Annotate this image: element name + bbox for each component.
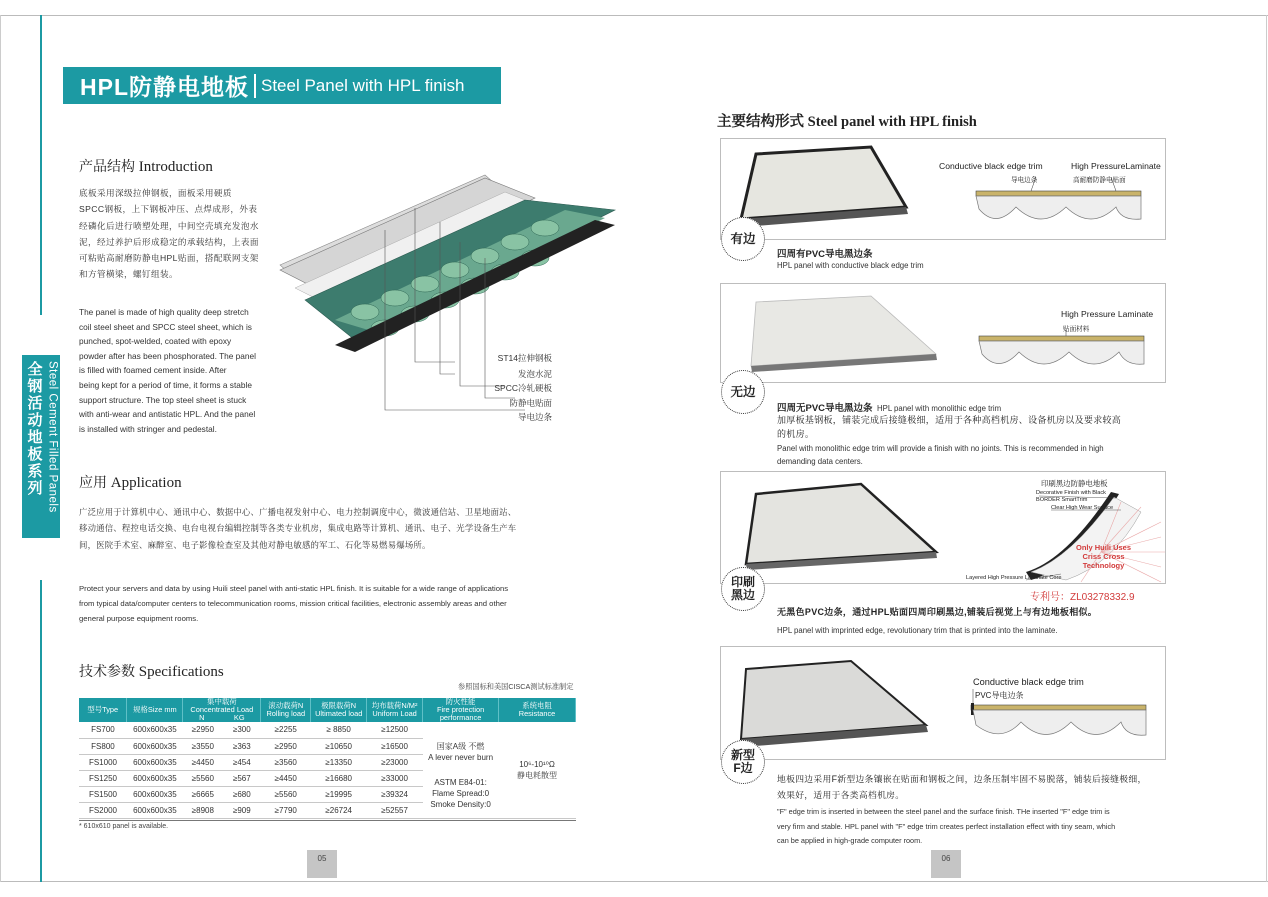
label-hpl-laminate: High Pressure Laminate (1061, 309, 1154, 319)
th-ultimate: 极限载荷N Ultimated load (311, 698, 367, 722)
title-separator (254, 74, 256, 98)
intro-en-line: is filled with foamed cement inside. After (79, 365, 227, 376)
introduction-heading-en: Introduction (138, 159, 213, 175)
table-row: FS1000 600x600x35 ≥4450 ≥454 ≥3560 ≥13350 ≥23000 (79, 754, 576, 770)
intro-en-line: is installed with stringer and pedestal. (79, 423, 217, 434)
app-zh-line: 移动通信、程控电话交换、电台电视台编辑控制等各类专业机房，集成电路等计算机、通讯、电子、光学设备生产车 (79, 523, 517, 534)
label-pvc-edge-zh: PVC导电边条 (975, 691, 1024, 700)
application-heading (79, 472, 182, 492)
page-title (63, 67, 501, 104)
label-decorative-finish: Decorative Finish with Black (1036, 490, 1106, 496)
side-tab (22, 355, 60, 538)
page-border-bottom (0, 881, 1268, 882)
application-heading-zh: 应用 (79, 475, 107, 491)
side-tab-en: Steel Cement Filled Panels (46, 361, 59, 513)
f-edge-panel-image (721, 647, 1166, 760)
callout-edge-trim: 导电边条 (517, 412, 552, 422)
specifications-heading (79, 661, 224, 681)
intro-zh-line: 可粘贴高耐磨防静电HPL贴面，搭配联网支架 (79, 253, 259, 264)
intro-en-line: powder after has been phosphorated. The panel (79, 350, 256, 361)
label-smarttrim: BORDER SmartTrim (1036, 497, 1088, 503)
introduction-text-zh (79, 185, 279, 283)
edgeless-desc-zh: 加厚板基钢板，铺装完成后接缝极细，适用于各种高档机房、设备机房以及要求较高 的机房。 (777, 415, 1122, 439)
page-title-en: Steel Panel with HPL finish (261, 75, 465, 95)
specifications-footnote: * 610x610 panel is available. (79, 823, 169, 830)
caption-edgeless-zh: 四周无PVC导电黑边条 (777, 403, 873, 414)
th-fire: 防火性能 Fire protection performance (423, 698, 499, 722)
callout-st14: ST14拉伸钢板 (497, 353, 552, 363)
app-zh-line: 广泛应用于计算机中心、通讯中心、数据中心、广播电视发射中心、电力控制调度中心，微波通信站、卫星地面站、 (79, 507, 517, 517)
edgeless-desc-en: Panel with monolithic edge trim will provide a finish with no joints. This is recommended in high demanding data centers. (777, 444, 1104, 466)
label-hpl: High PressureLaminate (1071, 161, 1161, 171)
specifications-table (79, 698, 576, 819)
callout-spcc: SPCC冷轧硬板 (494, 383, 552, 393)
app-en-line: general purpose equipment rooms. (79, 614, 199, 623)
spine-line-top (40, 15, 42, 315)
intro-zh-line: SPCC钢板，上下钢板冲压、点焊成形，外表 (79, 204, 258, 215)
caption-printed-edge-en: HPL panel with imprinted edge, revolutionary trim that is printed into the laminate. (777, 626, 1058, 635)
structures-title-zh: 主要结构形式 (717, 114, 804, 130)
table-row: FS1500 600x600x35 ≥6665 ≥680 ≥5560 ≥19995 ≥39324 (79, 786, 576, 802)
label-conductive-edge: Conductive black edge trim (939, 161, 1043, 171)
page-border-left (0, 15, 1, 882)
page-title-zh: HPL防静电地板 (80, 74, 249, 100)
spine-line-bottom (40, 580, 42, 882)
structure-panel-f-edge (720, 646, 1166, 760)
label-conductive-edge-zh: 导电边条 (1011, 177, 1038, 184)
introduction-heading-zh: 产品结构 (79, 159, 135, 175)
page-border-right (1266, 15, 1267, 882)
table-row: FS700 600x600x35 ≥2950 ≥300 ≥2255 ≥ 8850 ≥12500 国家A级 不燃 A lever never burn 10⁶-10¹⁰Ω 静电耗散型 (79, 722, 576, 738)
structures-title (717, 110, 977, 131)
introduction-heading (79, 156, 213, 176)
application-text-zh (79, 504, 584, 553)
label-printed-edge-zh: 印刷黑边防静电地板 (1041, 479, 1108, 488)
badge-edgeless: 无边 (721, 370, 765, 414)
specifications-note: 参照国标和美国CISCA测试标准制定 (458, 682, 574, 691)
specifications-heading-en: Specifications (138, 664, 224, 680)
label-layered-core: Layered High Pressure Laminate Core (966, 575, 1062, 581)
intro-zh-line: 和方管横梁，螺钉组装。 (79, 269, 178, 280)
table-row: FS2000 600x600x35 ≥8908 ≥909 ≥7790 ≥26724 ≥52557 (79, 802, 576, 818)
structure-panel-edged (720, 138, 1166, 240)
page-number-left: 05 (307, 850, 337, 878)
app-en-line: Protect your servers and data by using Huili steel panel with anti-static HPL finish. It is suitable for a wide range of applications (79, 584, 509, 593)
specifications-heading-zh: 技术参数 (79, 664, 135, 680)
caption-edgeless-en: HPL panel with monolithic edge trim (877, 404, 1002, 413)
app-en-line: from typical data/computer centers to telecommunication rooms, mission critical facilities, electronic assembly areas and other (79, 599, 507, 608)
intro-en-line: with anti-wear and antistatic HPL. And the panel (79, 409, 256, 420)
structures-title-en: Steel panel with HPL finish (807, 114, 977, 130)
fire-rating-bottom: ASTM E84-01: Flame Spread:0 Smoke Density:0 (423, 770, 499, 818)
th-rolling: 滚动载荷N Rolling load (261, 698, 311, 722)
edged-panel-image (721, 139, 1166, 240)
label-clear-surface: Clear High Wear Surface (1051, 505, 1114, 511)
application-text-en (79, 581, 584, 626)
table-bottom-rule (79, 820, 576, 821)
badge-f-edge: 新型 F边 (721, 740, 765, 784)
intro-zh-line: 泥，经过养护后形成稳定的承载结构，上表面 (79, 236, 259, 247)
page-number-right: 06 (931, 850, 961, 878)
table-row: FS800 600x600x35 ≥3550 ≥363 ≥2950 ≥10650 ≥16500 (79, 738, 576, 754)
callout-antistatic-surface: 防静电贴面 (509, 398, 552, 408)
label-hpl-zh: 高耐磨防静电贴面 (1073, 177, 1126, 184)
f-edge-desc-zh: 地板四边采用F新型边条镶嵌在贴面和钢板之间，边条压制牢固不易脱落，铺装后接缝极细， 效果好，适用于各类高档机房。 (777, 774, 1147, 800)
intro-en-line: The panel is made of high quality deep stretch (79, 307, 249, 317)
app-zh-line: 间，医院手术室、麻醉室、电子影像检查室及其他对静电敏感的军工、石化等易燃易爆场所。 (79, 539, 431, 550)
table-header-row (79, 698, 576, 722)
resistance-cell: 10⁶-10¹⁰Ω 静电耗散型 (499, 722, 576, 818)
th-type: 型号Type (79, 698, 127, 722)
label-f-conductive-edge: Conductive black edge trim (973, 677, 1084, 687)
caption-edged-en: HPL panel with conductive black edge trim (777, 261, 924, 270)
label-hpl-laminate-zh: 贴面材料 (1063, 326, 1090, 333)
callout-foam-cement: 发泡水泥 (517, 369, 552, 379)
introduction-text-en (79, 305, 279, 436)
intro-en-line: punched, spot-welded, coated with epoxy (79, 336, 232, 347)
th-resistance: 系统电阻 Resistance (499, 698, 576, 722)
intro-zh-line: 经磷化后进行喷塑处理，中间空壳填充发泡水 (79, 220, 259, 231)
fire-rating-top: 国家A级 不燃 A lever never burn (428, 742, 494, 762)
caption-edged-zh: 四周有PVC导电黑边条 (777, 249, 873, 260)
application-heading-en: Application (110, 475, 182, 491)
criss-cross-stamp: Only Huili Uses Criss Cross Technology (1076, 543, 1132, 570)
badge-printed-edge: 印刷 黑边 (721, 567, 765, 611)
side-tab-zh: 全钢活动地板系列 (25, 361, 43, 497)
structure-panel-edgeless (720, 283, 1166, 383)
badge-edged: 有边 (721, 217, 765, 261)
th-concentrated: 集中载荷 Concentrated Load N KG (183, 698, 261, 722)
intro-en-line: support structure. The top steel sheet is stuck (79, 394, 247, 405)
intro-zh-line: 底板采用深级拉伸钢板，面板采用硬质 (79, 188, 232, 198)
panel-structure-illustration (275, 170, 620, 430)
patent-number: 专利号：ZL03278332.9 (1030, 592, 1135, 603)
th-uniform: 均布载荷N/M² Uniform Load (367, 698, 423, 722)
intro-en-line: coil steel sheet and SPCC steel sheet, which is (79, 321, 252, 332)
th-size: 规格Size mm (127, 698, 183, 722)
table-row: FS1250 600x600x35 ≥5560 ≥567 ≥4450 ≥16680 ≥33000 ASTM E84-01: Flame Spread:0 Smoke Density:0 (79, 770, 576, 786)
page-border-top (0, 15, 1268, 16)
intro-en-line: being kept for a period of time, it forms a stable (79, 379, 252, 390)
caption-printed-edge-zh: 无黑色PVC边条，通过HPL贴面四周印刷黑边,铺装后视觉上与有边地板相似。 (777, 607, 1098, 617)
edgeless-panel-image (721, 284, 1166, 383)
f-edge-desc-en: "F" edge trim is inserted in between the steel panel and the surface finish. THe inserted "F" edge trim is very firm and stable. HPL panel with "F" edge trim creates perfect installation effect with tiny seam, which can be applied in high-grade computer room. (777, 807, 1116, 845)
